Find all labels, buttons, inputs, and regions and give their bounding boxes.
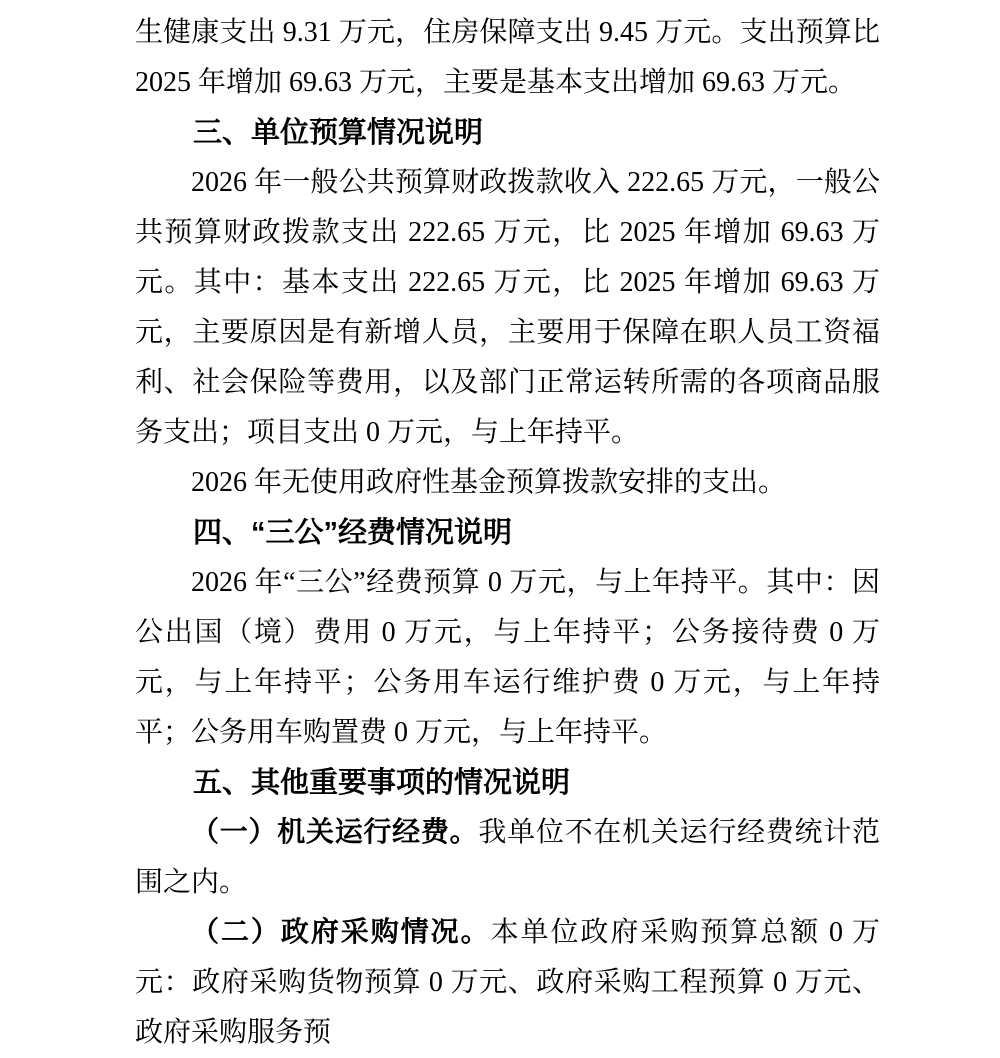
section-heading: 三、单位预算情况说明 (193, 117, 484, 149)
paragraph-text: 本单位政府采购预算总额 0 万元：政府采购货物预算 0 万元、政府采购工程预算 0 万元、政府采购服务预 (135, 917, 880, 1048)
paragraph: 生健康支出 9.31 万元，住房保障支出 9.45 万元。支出预算比 2025 年增加 69.63 万元，主要是基本支出增加 69.63 万元。 (135, 17, 880, 98)
paragraph-text: 我单位不在机关运行经费统计范围之内。 (135, 817, 880, 898)
document-content (135, 8, 880, 1058)
section-heading: 五、其他重要事项的情况说明 (193, 767, 571, 799)
paragraph (135, 908, 880, 1058)
paragraph-lead: （二）政府采购情况。 (191, 917, 491, 948)
paragraph (135, 808, 880, 908)
paragraph-lead: （一）机关运行经费。 (191, 817, 479, 848)
paragraph: 2026 年一般公共预算财政拨款收入 222.65 万元，一般公共预算财政拨款支出 222.65 万元，比 2025 年增加 69.63 万元。其中：基本支出 222.65 万元，比 2025 年增加 69.63 万元，主要原因是有新增人员，主要用于保障在职人员工资福利、社会保险等费用，以及部门正常运转所需的各项商品服务支出；项目支出 0 万元，与上年持平。 (135, 167, 880, 448)
section-heading: 四、“三公”经费情况说明 (193, 517, 513, 549)
paragraph: 2026 年无使用政府性基金预算拨款安排的支出。 (191, 467, 787, 498)
paragraph: 2026 年“三公”经费预算 0 万元，与上年持平。其中：因公出国（境）费用 0 万元，与上年持平；公务接待费 0 万元，与上年持平；公务用车运行维护费 0 万元，与上年持平；公务用车购置费 0 万元，与上年持平。 (135, 567, 880, 748)
